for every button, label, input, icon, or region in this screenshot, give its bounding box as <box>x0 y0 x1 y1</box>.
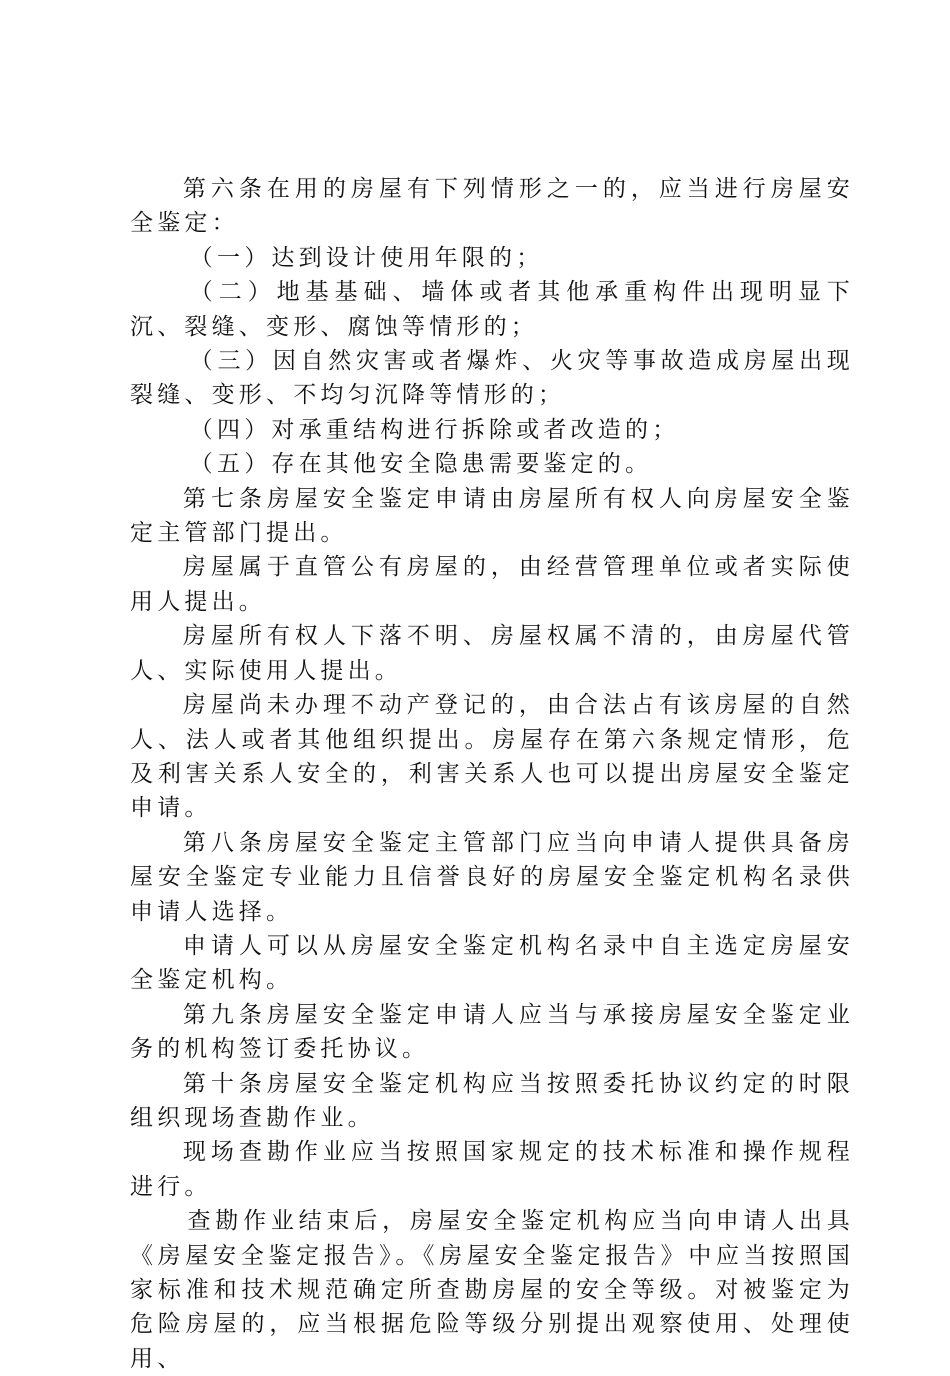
article-9-paragraph: 第九条房屋安全鉴定申请人应当与承接房屋安全鉴定业务的机构签订委托协议。 <box>130 1001 854 1063</box>
item-1-paragraph: （一）达到设计使用年限的； <box>189 244 544 271</box>
item-3-paragraph: （三）因自然灾害或者爆炸、火灾等事故造成房屋出现裂缝、变形、不均匀沉降等情形的； <box>130 348 854 409</box>
owner-unknown-paragraph: 房屋所有权人下落不明、房屋权属不清的，由房屋代管人、实际使用人提出。 <box>130 623 854 684</box>
article-8-paragraph: 第八条房屋安全鉴定主管部门应当向申请人提供具备房屋安全鉴定专业能力且信誉良好的房屋安全鉴定机构名录供申请人选择。 <box>130 829 854 925</box>
unregistered-property-paragraph: 房屋尚未办理不动产登记的，由合法占有该房屋的自然人、法人或者其他组织提出。房屋存在第六条规定情形，危及利害关系人安全的，利害关系人也可以提出房屋安全鉴定申请。 <box>130 692 854 822</box>
article-7-paragraph: 第七条房屋安全鉴定申请由房屋所有权人向房屋安全鉴定主管部门提出。 <box>130 485 854 547</box>
article-6-paragraph: 第六条在用的房屋有下列情形之一的，应当进行房屋安全鉴定： <box>130 176 854 237</box>
article-10-paragraph: 第十条房屋安全鉴定机构应当按照委托协议约定的时限组织现场查勘作业。 <box>130 1070 854 1131</box>
item-4-paragraph: （四）对承重结构进行拆除或者改造的； <box>189 416 680 443</box>
document-body <box>130 172 854 1376</box>
direct-public-housing-paragraph: 房屋属于直管公有房屋的，由经营管理单位或者实际使用人提出。 <box>130 554 854 615</box>
item-2-paragraph: （二）地基基础、墙体或者其他承重构件出现明显下沉、裂缝、变形、腐蚀等情形的； <box>130 279 854 340</box>
report-paragraph: 查勘作业结束后，房屋安全鉴定机构应当向申请人出具《房屋安全鉴定报告》。《房屋安全鉴定报告》中应当按照国家标准和技术规范确定所查勘房屋的安全等级。对被鉴定为危险房屋的，应当根据危险等级分别提出观察使用、处理使用、 <box>130 1208 854 1372</box>
site-survey-paragraph: 现场查勘作业应当按照国家规定的技术标准和操作规程进行。 <box>130 1139 854 1200</box>
item-5-paragraph: （五）存在其他安全隐患需要鉴定的。 <box>189 451 653 478</box>
applicant-choice-paragraph: 申请人可以从房屋安全鉴定机构名录中自主选定房屋安全鉴定机构。 <box>130 932 854 994</box>
